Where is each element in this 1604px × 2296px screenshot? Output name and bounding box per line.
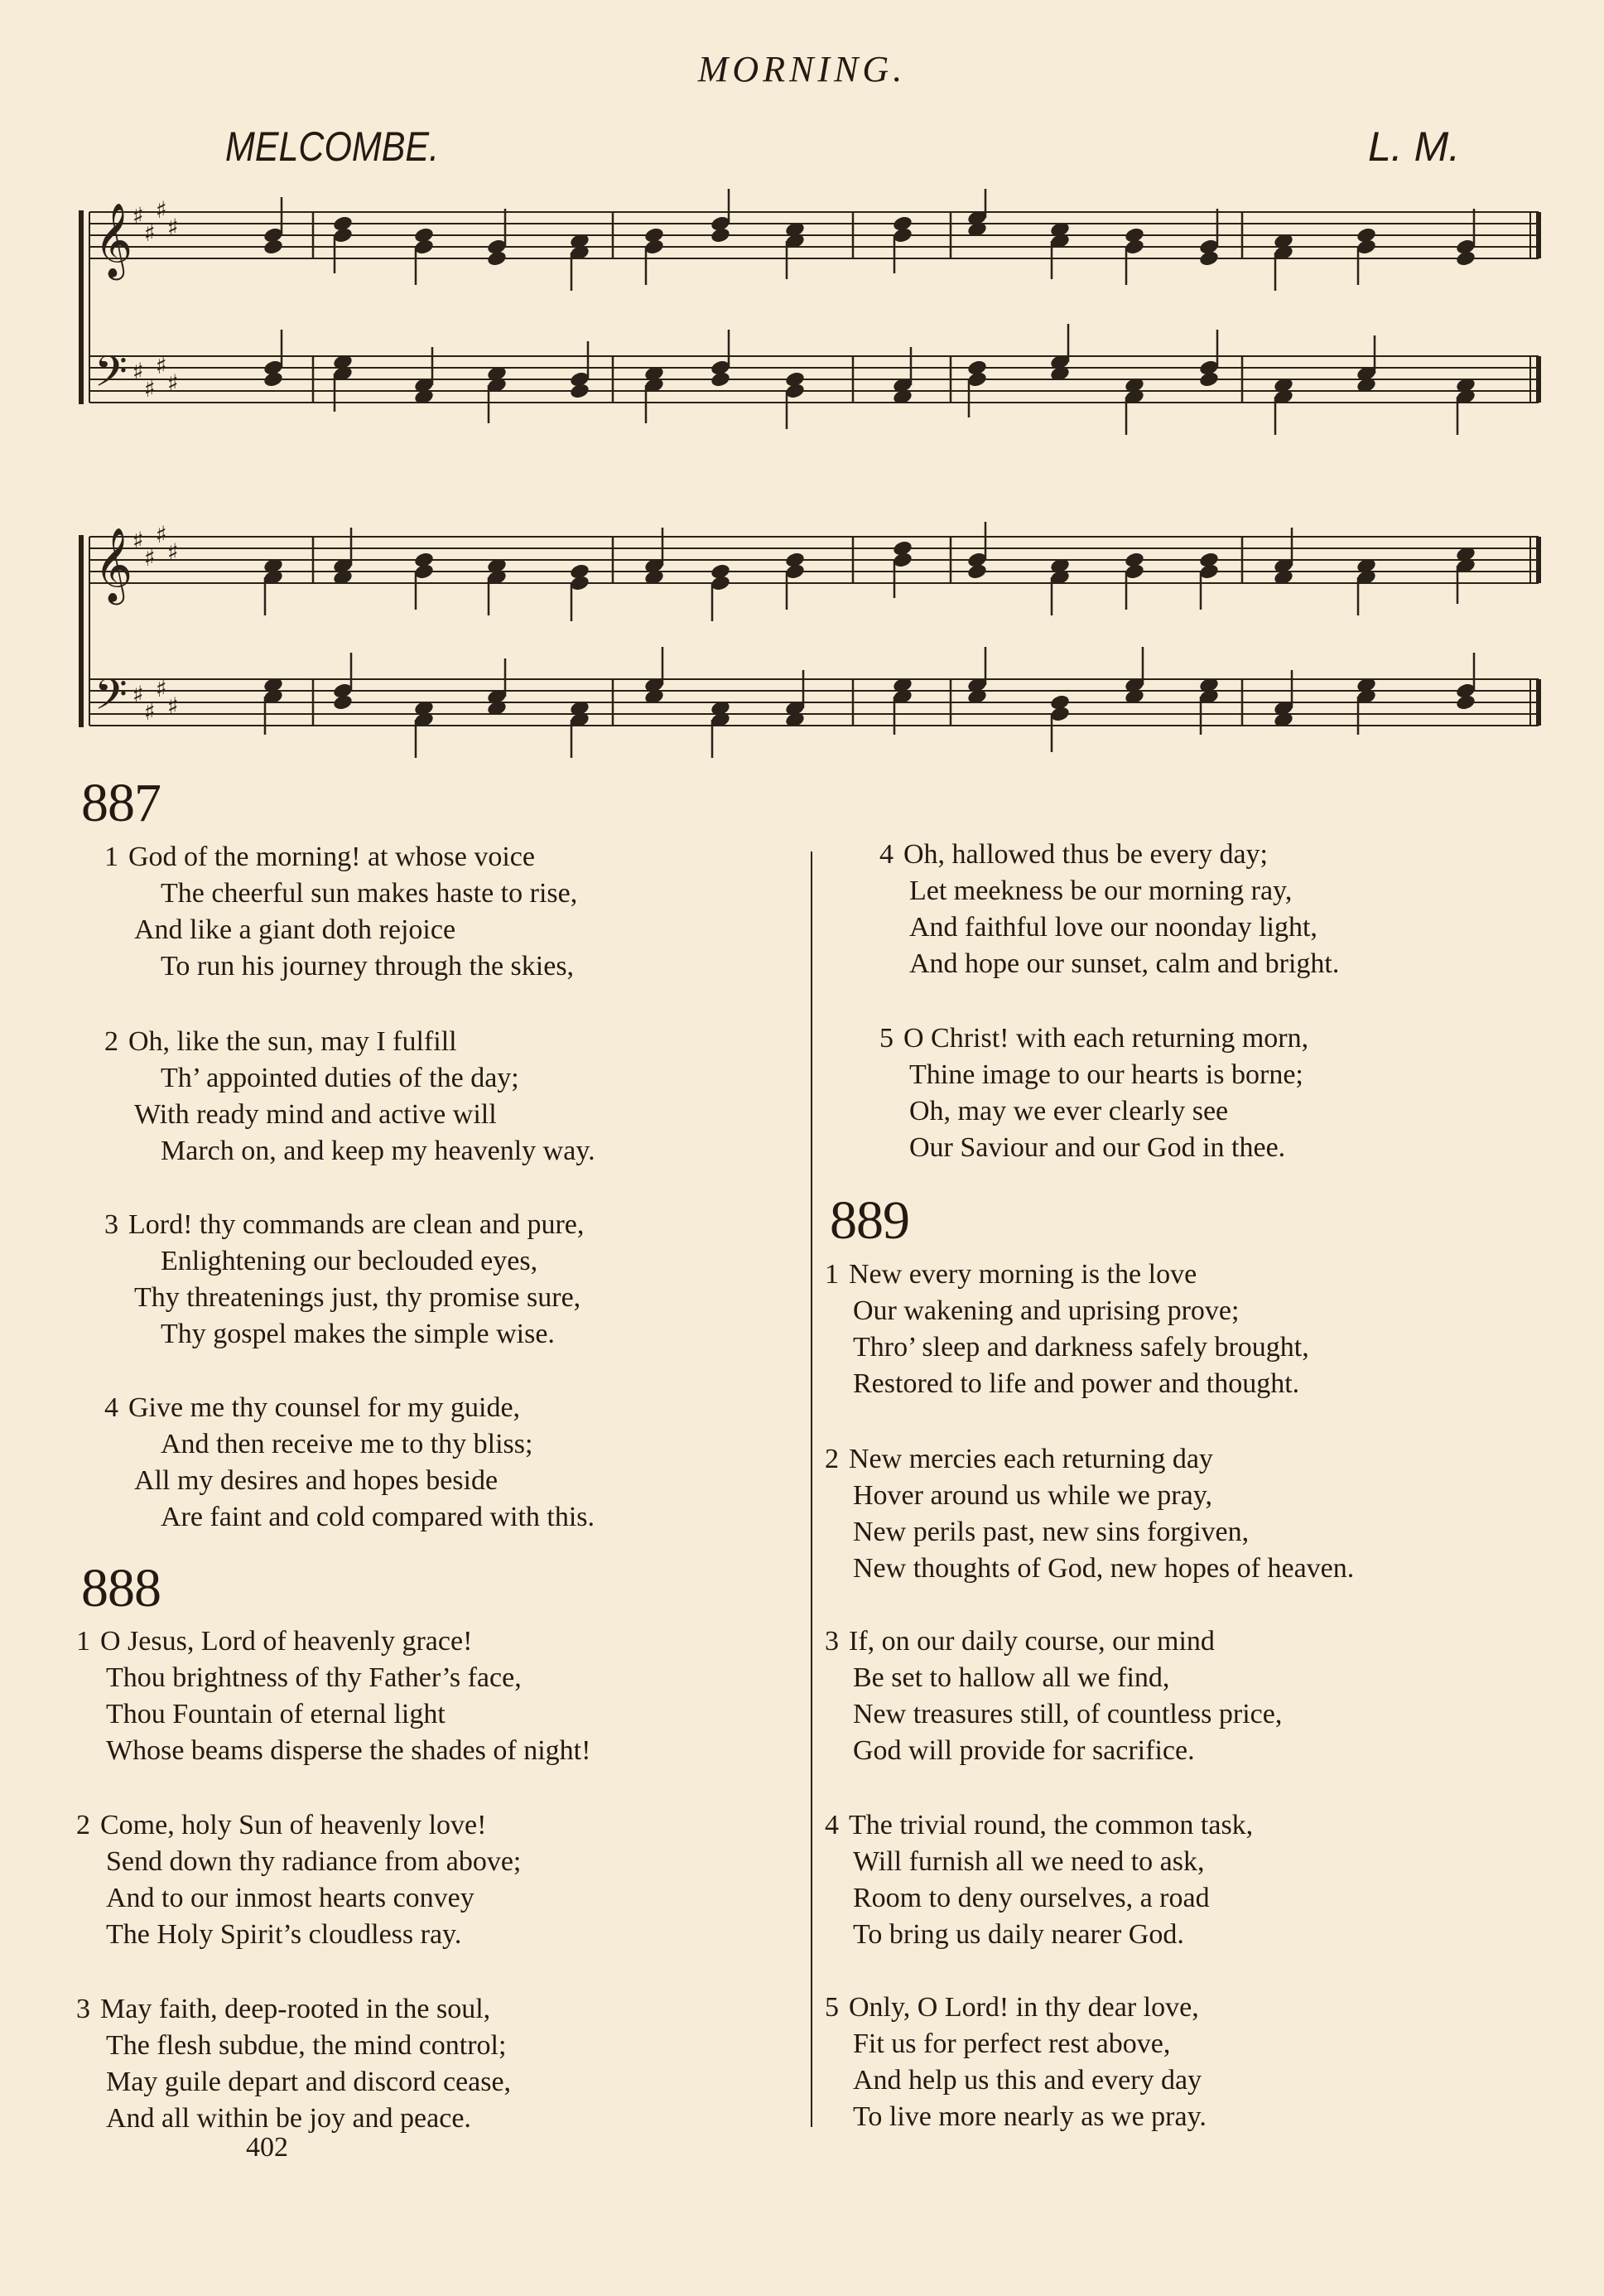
stanza-line: To bring us daily nearer God. (853, 1919, 1184, 1950)
stanza-line: With ready mind and active will (134, 1099, 497, 1130)
treble-clef-icon: 𝄞 (94, 528, 133, 602)
stanza-line: Thine image to our hearts is borne; (909, 1059, 1303, 1090)
stanza-line: And hope our sunset, calm and bright. (909, 948, 1340, 979)
stanza-line: Thy threatenings just, thy promise sure, (134, 1282, 581, 1313)
stanza-line: Restored to life and power and thought. (853, 1368, 1300, 1399)
stanza-line (879, 1020, 1308, 1057)
stanza-line: And like a giant doth rejoice (134, 914, 456, 945)
stanza-line: March on, and keep my heavenly way. (161, 1136, 595, 1166)
sharp-icon: ♯ (144, 219, 156, 247)
stanza-line: And to our inmost hearts convey (106, 1883, 474, 1913)
stanza-line (879, 837, 1339, 873)
stanza-number: 2 (825, 1444, 839, 1474)
stanza-number: 4 (825, 1810, 839, 1840)
stanza-line (104, 1207, 584, 1243)
stanza-line: May guile depart and discord cease, (106, 2067, 512, 2097)
verse-text: New mercies each returning day (849, 1444, 1213, 1474)
stanza-line: All my desires and hopes beside (134, 1465, 499, 1496)
stanza-line: Th’ appointed duties of the day; (161, 1063, 519, 1093)
stanza (825, 1623, 1282, 1769)
sharp-icon: ♯ (144, 698, 156, 726)
stanza-line: Are faint and cold compared with this. (161, 1502, 595, 1532)
stanza-line: Our Saviour and our God in thee. (909, 1132, 1286, 1163)
stanza (825, 1441, 1354, 1587)
stanza-line: To run his journey through the skies, (161, 951, 575, 982)
stanza-line: The flesh subdue, the mind control; (106, 2030, 507, 2061)
treble-clef-icon: 𝄞 (94, 203, 133, 277)
hymn-number: 887 (81, 773, 161, 833)
stanza-line: And help us this and every day (853, 2065, 1202, 2096)
stanza-number: 1 (76, 1626, 90, 1657)
stanza-line: New thoughts of God, new hopes of heaven. (853, 1553, 1355, 1584)
stanza-line: Hover around us while we pray, (853, 1480, 1212, 1511)
music-notation (0, 522, 1604, 787)
stanza-number: 5 (879, 1023, 894, 1054)
sharp-icon: ♯ (167, 214, 179, 241)
stanza-line: Thy gospel makes the simple wise. (161, 1319, 555, 1349)
verse-text: May faith, deep-rooted in the soul, (100, 1994, 491, 2024)
stanza-number: 5 (825, 1992, 839, 2023)
verse-text: God of the morning! at whose voice (128, 842, 535, 872)
stanza-line (825, 1807, 1253, 1844)
sharp-icon: ♯ (156, 196, 167, 224)
music-notation (0, 189, 1604, 462)
verse-text: The trivial round, the common task, (849, 1810, 1254, 1840)
sharp-icon: ♯ (156, 675, 167, 702)
tune-meter: L. M. (1368, 123, 1461, 170)
stanza-line: New treasures still, of countless price, (853, 1699, 1283, 1729)
stanza-line: Enlightening our beclouded eyes, (161, 1246, 538, 1276)
stanza (76, 1807, 521, 1953)
stanza-line: Oh, may we ever clearly see (909, 1096, 1229, 1126)
page-number: 402 (246, 2132, 288, 2163)
bass-clef-icon: 𝄢 (94, 669, 128, 730)
note-head (1455, 693, 1476, 711)
stanza-line (825, 1441, 1354, 1478)
stanza-number: 3 (825, 1626, 839, 1657)
stanza (76, 1623, 590, 1769)
hymn-number: 888 (81, 1558, 161, 1618)
stanza-line: And then receive me to thy bliss; (161, 1429, 533, 1459)
stanza-line: Thou Fountain of eternal light (106, 1699, 446, 1729)
verse-text: O Christ! with each returning morn, (903, 1023, 1309, 1054)
page-title: MORNING. (697, 49, 907, 89)
tune-name: MELCOMBE. (225, 123, 440, 170)
stanza (879, 837, 1339, 982)
note-head (486, 249, 508, 268)
note-head (1455, 249, 1476, 268)
stanza-number: 1 (104, 842, 118, 872)
stanza-line (76, 1623, 590, 1660)
stanza-line: The cheerful sun makes haste to rise, (161, 878, 578, 909)
music-system-2 (0, 522, 1604, 787)
sharp-icon: ♯ (167, 692, 179, 720)
verse-text: Come, holy Sun of heavenly love! (100, 1810, 487, 1840)
sharp-icon: ♯ (144, 375, 156, 403)
note-head (1198, 249, 1220, 268)
stanza-number: 4 (879, 839, 894, 870)
stanza-line (825, 1257, 1309, 1293)
note-head (710, 370, 731, 388)
stanza-line: And faithful love our noonday light, (909, 912, 1317, 943)
verse-text: O Jesus, Lord of heavenly grace! (100, 1626, 473, 1657)
note-head (710, 226, 731, 244)
stanza-line (825, 1990, 1207, 2026)
stanza-line: Will furnish all we need to ask, (853, 1846, 1205, 1877)
stanza (104, 1024, 595, 1170)
stanza-line: God will provide for sacrifice. (853, 1735, 1195, 1766)
stanza-line: Be set to hallow all we find, (853, 1662, 1170, 1693)
verse-text: Oh, like the sun, may I fulfill (128, 1026, 457, 1057)
stanza-line: Room to deny ourselves, a road (853, 1883, 1210, 1913)
stanza-line (104, 1024, 595, 1060)
stanza-number: 3 (104, 1209, 118, 1240)
stanza-line (76, 1991, 511, 2028)
stanza-line: And all within be joy and peace. (106, 2103, 471, 2134)
music-system-1 (0, 189, 1604, 462)
column-divider (811, 851, 812, 2127)
stanza-number: 2 (104, 1026, 118, 1057)
note-head (263, 370, 284, 388)
sharp-icon: ♯ (132, 358, 144, 385)
note-head (332, 693, 354, 711)
stanza (825, 1257, 1309, 1402)
note-head (966, 562, 988, 581)
stanza-line: Our wakening and uprising prove; (853, 1295, 1240, 1326)
sharp-icon: ♯ (156, 352, 167, 379)
stanza-number: 1 (825, 1259, 839, 1290)
stanza-line (104, 839, 577, 875)
sharp-icon: ♯ (144, 544, 156, 572)
stanza-line: Send down thy radiance from above; (106, 1846, 522, 1877)
sharp-icon: ♯ (132, 202, 144, 229)
sharp-icon: ♯ (156, 522, 167, 548)
verse-text: Give me thy counsel for my guide, (128, 1392, 521, 1423)
stanza (76, 1991, 511, 2137)
stanza (879, 1020, 1308, 1166)
hymn-number: 889 (830, 1190, 909, 1251)
stanza-line (76, 1807, 521, 1844)
bass-clef-icon: 𝄢 (94, 346, 128, 407)
note-head (1198, 370, 1220, 388)
stanza-line (104, 1390, 595, 1426)
sharp-icon: ♯ (132, 527, 144, 554)
stanza-number: 3 (76, 1994, 90, 2024)
stanza-line: Thro’ sleep and darkness safely brought, (853, 1332, 1309, 1363)
stanza (104, 1207, 584, 1353)
stanza (825, 1807, 1253, 1953)
stanza (825, 1990, 1207, 2135)
stanza-line: To live more nearly as we pray. (853, 2101, 1207, 2132)
verse-text: New every morning is the love (849, 1259, 1197, 1290)
stanza-line (825, 1623, 1282, 1660)
stanza-line: The Holy Spirit’s cloudless ray. (106, 1919, 462, 1950)
sharp-icon: ♯ (167, 538, 179, 566)
stanza (104, 839, 577, 985)
verse-text: Lord! thy commands are clean and pure, (128, 1209, 585, 1240)
stanza-number: 2 (76, 1810, 90, 1840)
verse-text: Only, O Lord! in thy dear love, (849, 1992, 1199, 2023)
note-head (569, 382, 590, 400)
stanza-line: Whose beams disperse the shades of night! (106, 1735, 591, 1766)
verse-text: If, on our daily course, our mind (849, 1626, 1215, 1657)
verse-text: Oh, hallowed thus be every day; (903, 839, 1268, 870)
sharp-icon: ♯ (167, 369, 179, 397)
stanza-line: Let meekness be our morning ray, (909, 875, 1293, 906)
note-head (263, 238, 284, 256)
stanza-line: Fit us for perfect rest above, (853, 2028, 1171, 2059)
sharp-icon: ♯ (132, 681, 144, 708)
stanza-number: 4 (104, 1392, 118, 1423)
stanza (104, 1390, 595, 1536)
stanza-line: New perils past, new sins forgiven, (853, 1517, 1250, 1547)
stanza-line: Thou brightness of thy Father’s face, (106, 1662, 522, 1693)
